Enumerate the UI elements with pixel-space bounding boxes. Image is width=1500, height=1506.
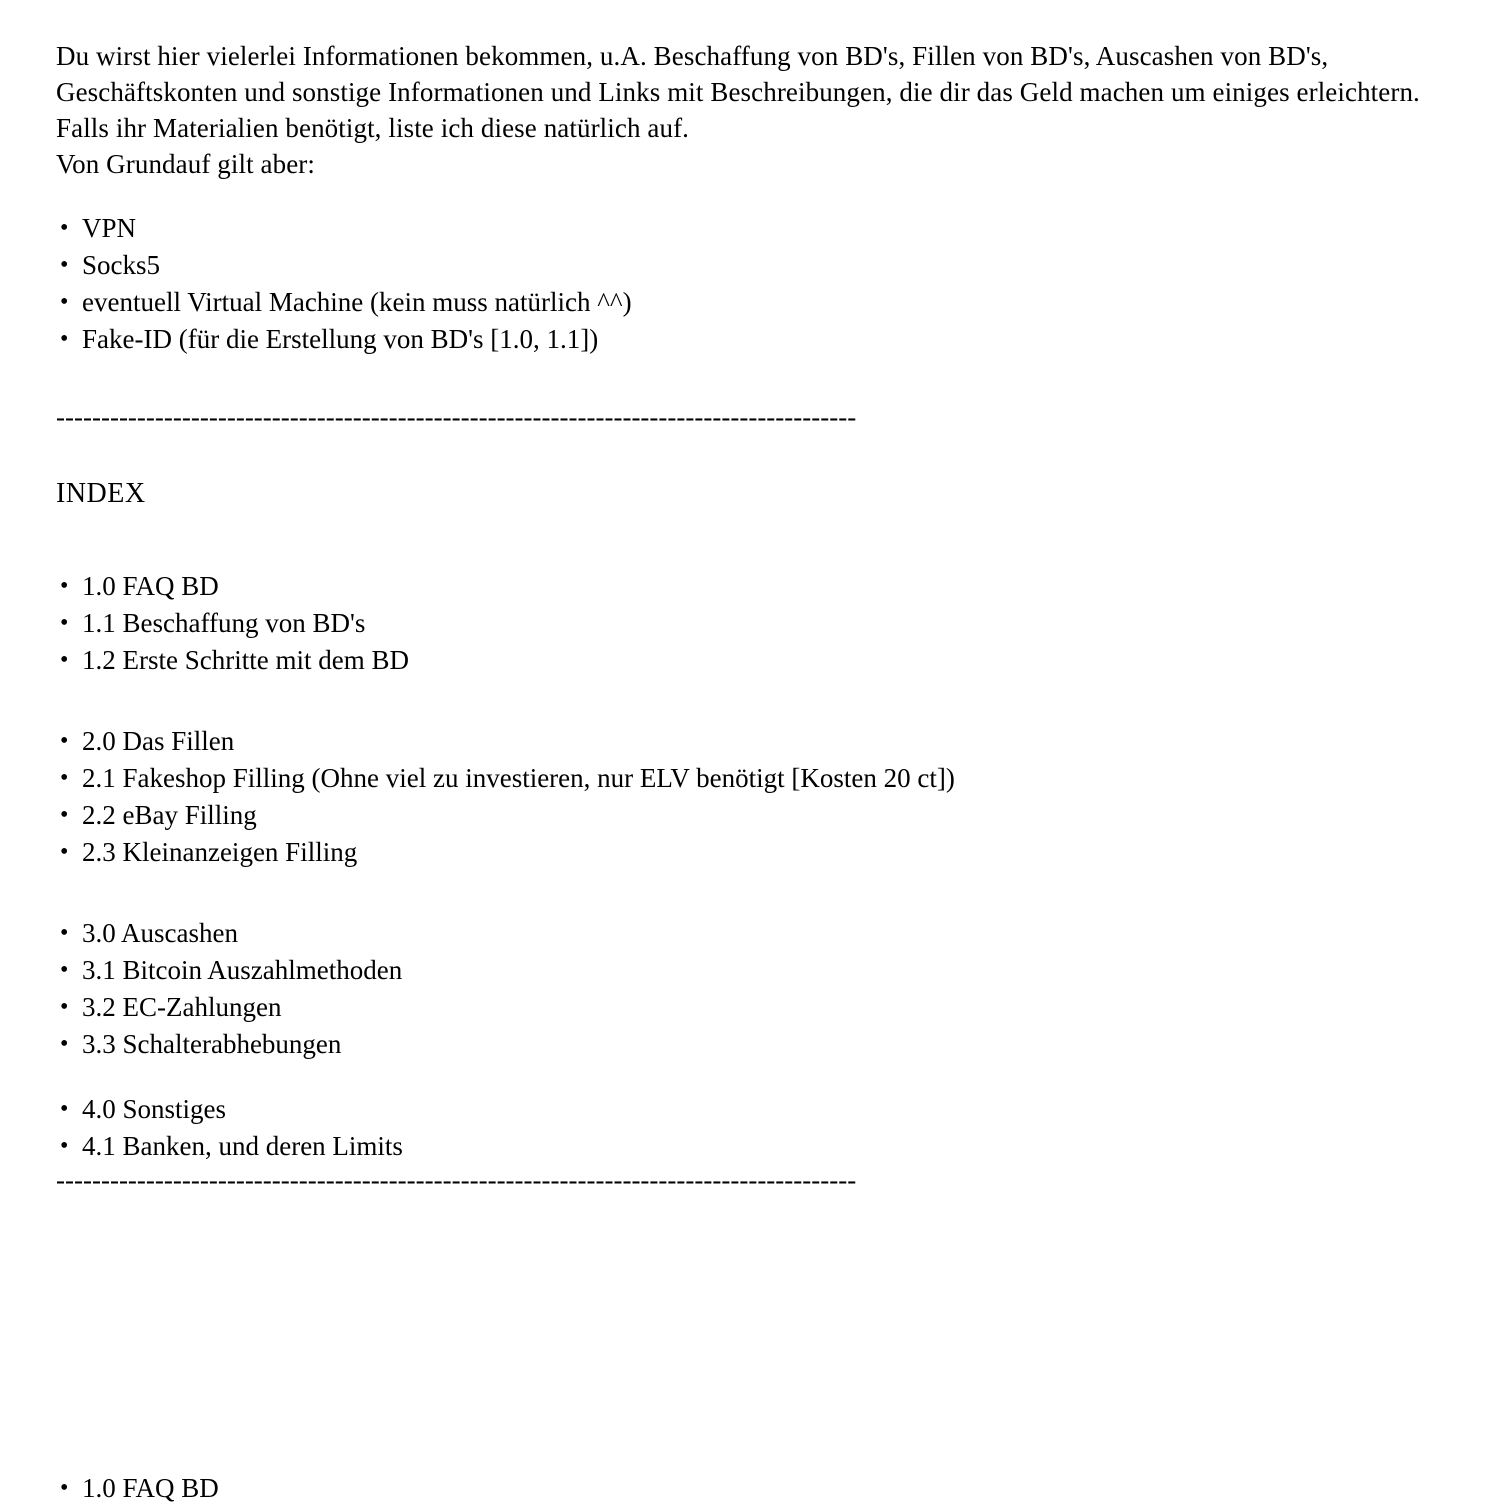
index-group-2 — [56, 723, 1430, 871]
spacer — [56, 1063, 1430, 1091]
index-group-3 — [56, 915, 1430, 1063]
list-item: • 4.0 Sonstiges — [56, 1091, 1430, 1128]
spacer — [56, 871, 1430, 915]
requirements-list — [56, 210, 1430, 358]
list-item: • 3.0 Auscashen — [56, 915, 1430, 952]
list-item: • 2.0 Das Fillen — [56, 723, 1430, 760]
list-item: • 4.1 Banken, und deren Limits — [56, 1128, 1430, 1165]
spacer — [56, 512, 1430, 568]
intro-paragraph — [56, 38, 1430, 182]
list-item: • 2.1 Fakeshop Filling (Ohne viel zu investieren, nur ELV benötigt [Kosten 20 ct]) — [56, 760, 1430, 797]
divider-top: ----------------------------------------------------------------------------------------- — [56, 402, 857, 432]
intro-line-2: Geschäftskonten und sonstige Informationen und Links mit Beschreibungen, die dir das Geld machen um einiges erleichtern. — [56, 77, 1420, 107]
list-item: • 1.0 FAQ BD — [56, 568, 1430, 605]
intro-line-4: Von Grundauf gilt aber: — [56, 149, 315, 179]
spacer — [56, 358, 1430, 402]
index-group-1 — [56, 568, 1430, 679]
next-section-partial: • 1.0 FAQ BD — [56, 1470, 219, 1506]
spacer — [56, 679, 1430, 723]
list-item: • Fake-ID (für die Erstellung von BD's [1.0, 1.1]) — [56, 321, 1430, 358]
list-item: • 1.1 Beschaffung von BD's — [56, 605, 1430, 642]
list-item: • Socks5 — [56, 247, 1430, 284]
list-item: • VPN — [56, 210, 1430, 247]
index-group-4 — [56, 1091, 1430, 1165]
intro-line-3: Falls ihr Materialien benötigt, liste ich diese natürlich auf. — [56, 113, 690, 143]
list-item: • eventuell Virtual Machine (kein muss natürlich ^^) — [56, 284, 1430, 321]
divider-bottom: ----------------------------------------------------------------------------------------- — [56, 1165, 857, 1195]
spacer — [56, 182, 1430, 210]
list-item: • 3.1 Bitcoin Auszahlmethoden — [56, 952, 1430, 989]
spacer — [56, 432, 1430, 476]
index-heading: INDEX — [56, 478, 146, 509]
list-item: • 3.2 EC-Zahlungen — [56, 989, 1430, 1026]
list-item: • 2.2 eBay Filling — [56, 797, 1430, 834]
list-item: • 3.3 Schalterabhebungen — [56, 1026, 1430, 1063]
intro-line-1: Du wirst hier vielerlei Informationen bekommen, u.A. Beschaffung von BD's, Fillen von BD's, Auscashen von BD's, — [56, 41, 1329, 71]
list-item: • 1.2 Erste Schritte mit dem BD — [56, 642, 1430, 679]
list-item: • 2.3 Kleinanzeigen Filling — [56, 834, 1430, 871]
